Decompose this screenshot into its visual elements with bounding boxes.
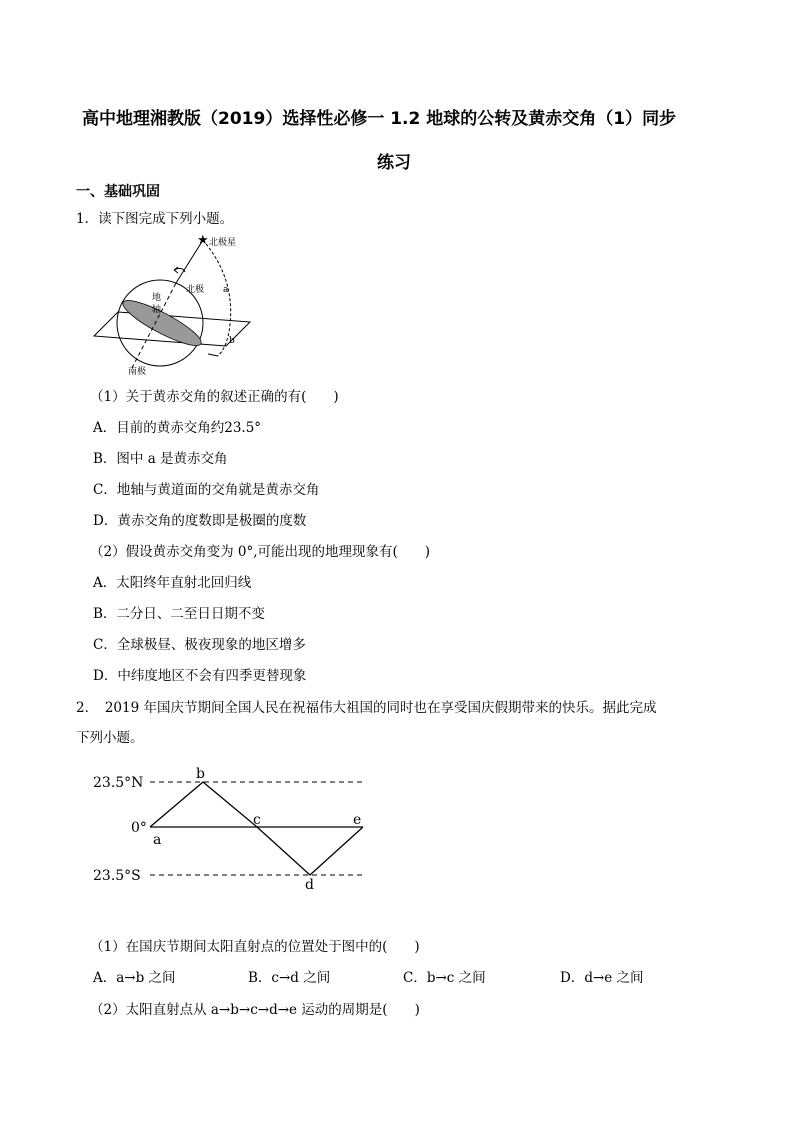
q1-sub2-option-d: D．中纬度地区不会有四季更替现象 xyxy=(93,668,307,684)
q1-sub2-option-c: C．全球极昼、极夜现象的地区增多 xyxy=(93,637,306,653)
q2-sub1-stem: （1）在国庆节期间太阳直射点的位置处于图中的( ) xyxy=(90,939,420,955)
point-d: d xyxy=(305,877,314,892)
question-1-stem: 1．读下图完成下列小题。 xyxy=(76,211,234,227)
y-label-south: 23.5°S xyxy=(93,868,141,884)
axis-label-2: 轴 xyxy=(152,305,162,315)
question-2-stem-line1: 2． 2019 年国庆节期间全国人民在祝福伟大祖国的同时也在享受国庆假期带来的快乐。据此完成 xyxy=(76,700,657,716)
axis-label-1: 地 xyxy=(152,293,162,303)
north-star-label: 北极星 xyxy=(209,238,237,248)
q2-sub1-option-d: D．d→e 之间 xyxy=(560,970,644,986)
q1-sub2-option-a: A．太阳终年直射北回归线 xyxy=(93,575,252,591)
page-title: 高中地理湘教版（2019）选择性必修一 1.2 地球的公转及黄赤交角（1）同步 xyxy=(82,109,677,129)
q1-sub1-stem: （1）关于黄赤交角的叙述正确的有( ) xyxy=(90,389,339,405)
point-c: c xyxy=(253,812,261,828)
star-icon: ★ xyxy=(197,233,209,248)
point-e: e xyxy=(353,812,362,828)
q2-sub1-option-a: A．a→b 之间 xyxy=(93,970,176,986)
subsolar-point-chart xyxy=(85,762,375,892)
q1-sub1-option-a: A．目前的黄赤交角约23.5° xyxy=(93,420,262,436)
point-a: a xyxy=(153,832,162,848)
earth-revolution-figure xyxy=(90,228,260,376)
q2-sub2-stem: （2）太阳直射点从 a→b→c→d→e 运动的周期是( ) xyxy=(90,1002,420,1018)
equator-disk xyxy=(118,294,205,353)
y-label-north: 23.5°N xyxy=(93,775,144,791)
north-pole-label: 北极 xyxy=(186,285,205,295)
angle-b-label: b xyxy=(229,336,235,346)
point-b: b xyxy=(196,766,205,782)
angle-arc xyxy=(203,240,231,356)
y-label-equator: 0° xyxy=(131,820,147,836)
q2-sub1-option-b: B．c→d 之间 xyxy=(248,970,331,986)
q1-sub2-option-b: B．二分日、二至日日期不变 xyxy=(93,606,265,622)
q1-sub2-stem: （2）假设黄赤交角变为 0°,可能出现的地理现象有( ) xyxy=(90,544,431,560)
q2-sub1-option-c: C．b→c 之间 xyxy=(403,970,486,986)
question-2-stem-line2: 下列小题。 xyxy=(76,730,144,746)
subsolar-path xyxy=(150,782,363,875)
q1-sub1-option-b: B．图中 a 是黄赤交角 xyxy=(93,451,228,467)
q1-sub1-option-d: D．黄赤交角的度数即是极圈的度数 xyxy=(93,513,307,529)
angle-a-label: a xyxy=(223,285,229,295)
section-heading: 一、基础巩固 xyxy=(76,184,160,200)
page-title-line2: 练习 xyxy=(377,153,411,173)
south-pole-label: 南极 xyxy=(128,367,147,376)
q1-sub1-option-c: C．地轴与黄道面的交角就是黄赤交角 xyxy=(93,482,320,498)
